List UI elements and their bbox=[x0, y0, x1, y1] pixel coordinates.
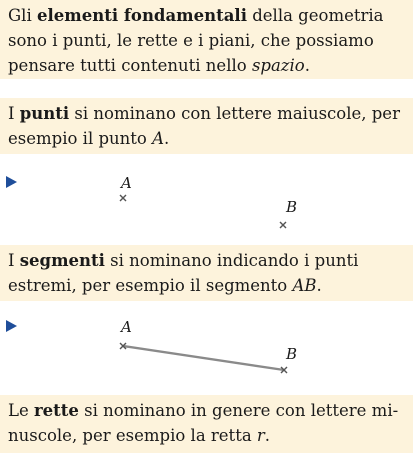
point-b-cross-icon bbox=[280, 222, 286, 228]
point-a-cross-icon bbox=[120, 195, 126, 201]
play-marker-icon bbox=[6, 320, 17, 332]
point-a-label: A bbox=[121, 174, 132, 192]
intro-bold-term: elementi fondamentali bbox=[36, 6, 247, 25]
segments-italic-term: AB bbox=[292, 276, 317, 295]
lines-box bbox=[0, 395, 413, 453]
points-paragraph bbox=[8, 101, 405, 151]
points-text-2: si nominano con lettere maiuscole, per esempio il punto bbox=[8, 104, 400, 148]
segments-text-3: . bbox=[316, 276, 322, 295]
points-figure-svg bbox=[0, 160, 413, 240]
segment-ab-line bbox=[123, 346, 284, 370]
intro-paragraph bbox=[8, 3, 405, 78]
segment-figure bbox=[0, 307, 413, 392]
lines-text-3: . bbox=[264, 426, 271, 445]
intro-italic-term: spazio bbox=[251, 56, 305, 75]
lines-italic-term: r bbox=[256, 426, 265, 445]
lines-paragraph bbox=[8, 398, 405, 448]
segments-text-2: si nominano indicando i punti estremi, per esempio il segmento bbox=[8, 251, 359, 295]
points-text-1: I bbox=[8, 104, 20, 123]
segments-bold-term: segmenti bbox=[19, 251, 105, 270]
segment-point-a-label: A bbox=[121, 318, 132, 336]
points-box bbox=[0, 98, 413, 154]
points-italic-term: A bbox=[152, 129, 165, 148]
intro-text-1: Gli bbox=[8, 6, 37, 25]
play-marker-icon bbox=[6, 176, 17, 188]
intro-box bbox=[0, 0, 413, 79]
points-bold-term: punti bbox=[19, 104, 70, 123]
segments-box bbox=[0, 245, 413, 301]
points-figure bbox=[0, 160, 413, 240]
lines-bold-term: rette bbox=[33, 401, 79, 420]
segment-point-b-label: B bbox=[286, 345, 298, 363]
segments-paragraph bbox=[8, 248, 405, 298]
intro-text-2: della geometria sono i punti, le rette e i piani, che possiamo pensare tutti contenuti nello bbox=[8, 6, 384, 75]
points-text-3: . bbox=[164, 129, 170, 148]
lines-text-2: si nominano in genere con lettere mi-nuscole, per esempio la retta bbox=[8, 401, 399, 445]
lines-text-1: Le bbox=[8, 401, 34, 420]
segments-text-1: I bbox=[8, 251, 20, 270]
intro-text-3: . bbox=[304, 56, 310, 75]
segment-figure-svg bbox=[0, 307, 413, 392]
point-b-label: B bbox=[286, 198, 298, 216]
